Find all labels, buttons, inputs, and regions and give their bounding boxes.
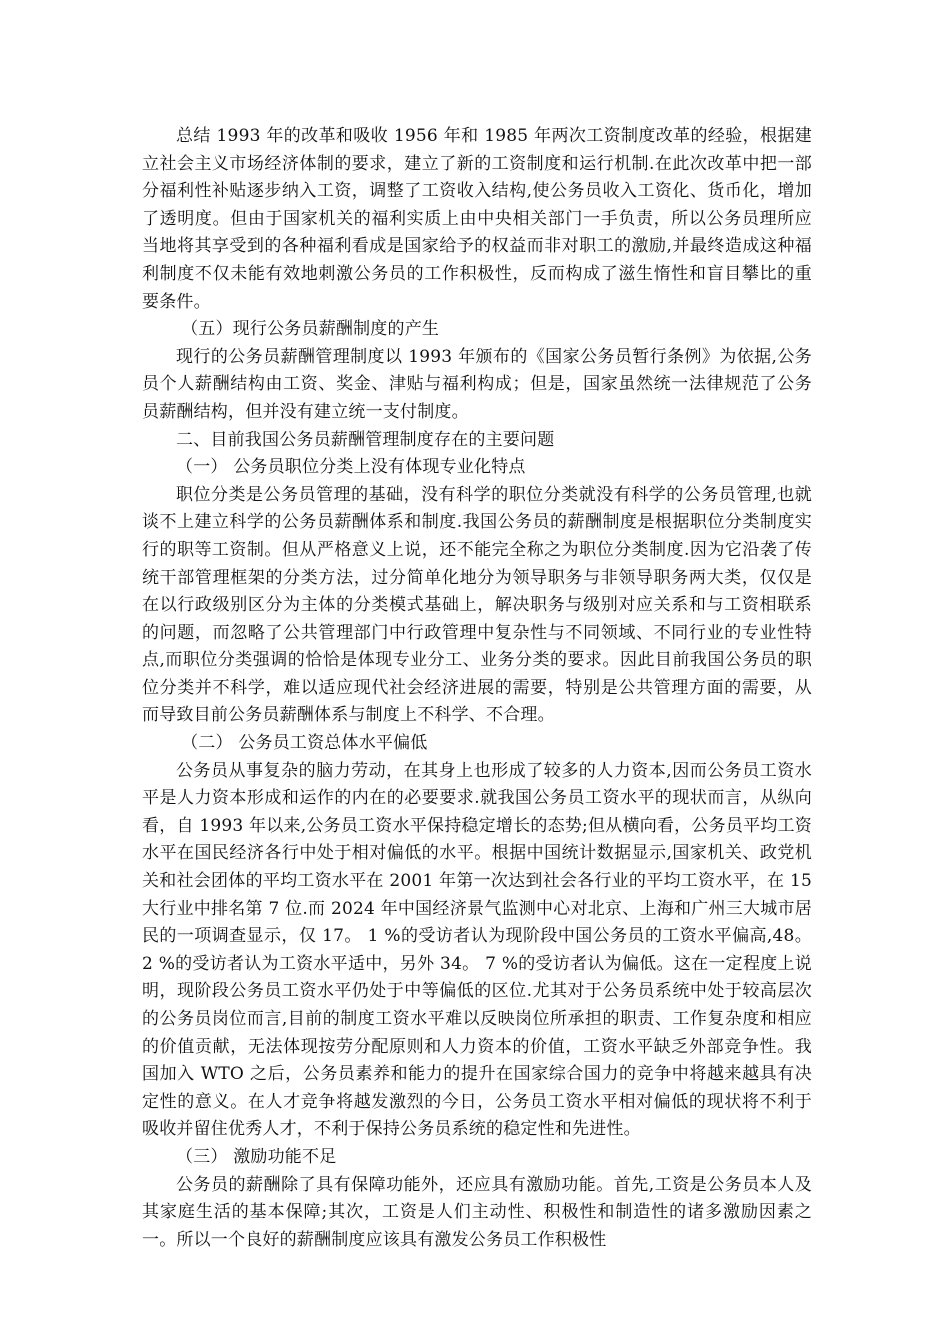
section-heading-job-classification: （一） 公务员职位分类上没有体现专业化特点 bbox=[176, 457, 526, 478]
section-heading-low-salary: （二） 公务员工资总体水平偏低 bbox=[181, 733, 428, 754]
paragraph-low-salary: 公务员从事复杂的脑力劳动，在其身上也形成了较多的人力资本,因而公务员工资水平是人力资本形成和运作的内在的必要要求.就我国公务员工资水平的现状而言，从纵向看，自 1993 年以来,公务员工资水平保持稳定增长的态势;但从横向看，公务员平均工资水平在国民经济各行中处于相对偏低的水平。根据中国统计数据显示,国家机关、政党机关和社会团体的平均工资水平在 2001 年第一次达到社会各行业的平均工资水平，在 15 大行业中排名第 7 位.而 2024 年中国经济景气监测中心对北京、上海和广州三大城市居民的一项调查显示，仅 17。 1 %的受访者认为现阶段中国公务员的工资水平偏高,48。 2 %的受访者认为工资水平适中，另外 34。 7 %的受访者认为偏低。这在一定程度上说明，现阶段公务员工资水平仍处于中等偏低的区位.尤其对于公务员系统中处于较高层次的公务员岗位而言,目前的制度工资水平难以反映岗位所承担的职责、工作复杂度和相应的价值贡献，无法体现按劳分配原则和人力资本的价值，工资水平缺乏外部竞争性。我国加入 WTO 之后，公务员素养和能力的提升在国家综合国力的竞争中将越来越具有决定性的意义。在人才竞争将越发激烈的今日，公务员工资水平相对偏低的现状将不利于吸收并留住优秀人才，不利于保持公务员系统的稳定性和先进性。 bbox=[142, 760, 812, 1140]
section-heading-incentive: （三） 激励功能不足 bbox=[176, 1146, 337, 1167]
paragraph-current-system: 现行的公务员薪酬管理制度以 1993 年颁布的《国家公务员暂行条例》为依据,公务员个人薪酬结构由工资、奖金、津贴与福利构成；但是，国家虽然统一法律规范了公务员薪酬结构，但并没有建立统一支付制度。 bbox=[142, 346, 812, 422]
paragraph-job-classification: 职位分类是公务员管理的基础，没有科学的职位分类就没有科学的公务员管理,也就谈不上建立科学的公务员薪酬体系和制度.我国公务员的薪酬制度是根据职位分类制度实行的职等工资制。但从严格意义上说，还不能完全称之为职位分类制度.因为它沿袭了传统干部管理框架的分类方法，过分简单化地分为领导职务与非领导职务两大类，仅仅是在以行政级别区分为主体的分类模式基础上，解决职务与级别对应关系和与工资相联系的问题，而忽略了公共管理部门中行政管理中复杂性与不同领域、不同行业的专业性特点,而职位分类强调的恰恰是体现专业分工、业务分类的要求。因此目前我国公务员的职位分类并不科学，难以适应现代社会经济进展的需要，特别是公共管理方面的需要，从而导致目前公务员薪酬体系与制度上不科学、不合理。 bbox=[142, 484, 812, 726]
paragraph-incentive: 公务员的薪酬除了具有保障功能外，还应具有激励功能。首先,工资是公务员本人及其家庭生活的基本保障;其次，工资是人们主动性、积极性和制造性的诸多激励因素之一。所以一个良好的薪酬制度应该具有激发公务员工作积极性 bbox=[142, 1174, 812, 1250]
paragraph-reform-1993: 总结 1993 年的改革和吸收 1956 年和 1985 年两次工资制度改革的经验，根据建立社会主义市场经济体制的要求，建立了新的工资制度和运行机制.在此次改革中把一部分福利性补贴逐步纳入工资，调整了工资收入结构,使公务员收入工资化、货币化，增加了透明度。但由于国家机关的福利实质上由中央相关部门一手负责，所以公务员理所应当地将其享受到的各种福利看成是国家给予的权益而非对职工的激励,并最终造成这种福利制度不仅未能有效地刺激公务员的工作积极性，反而构成了滋生惰性和盲目攀比的重要条件。 bbox=[142, 126, 812, 312]
section-heading-main-problems: 二、目前我国公务员薪酬管理制度存在的主要问题 bbox=[176, 429, 555, 450]
section-heading-current-system: （五）现行公务员薪酬制度的产生 bbox=[181, 319, 440, 340]
